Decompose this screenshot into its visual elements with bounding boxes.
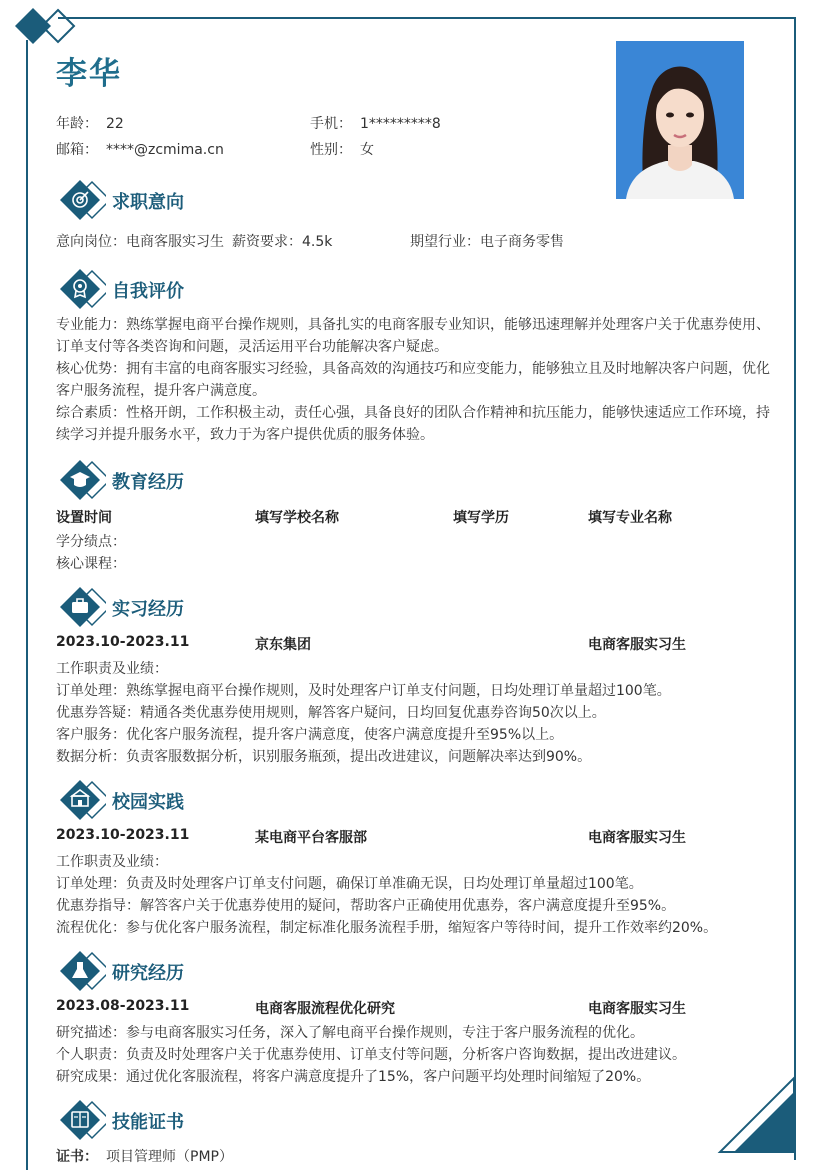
section-title: 技能证书 xyxy=(112,1112,184,1133)
internship-line: 数据分析：负责客服数据分析，识别服务瓶颈，提出改进建议，问题解决率达到90%。 xyxy=(56,749,592,765)
email-label: 邮箱： xyxy=(56,142,98,158)
self-eval-paragraph: 综合素质：性格开朗，工作积极主动，责任心强，具备良好的团队合作精神和抗压能力，能够快速适应工作环境，持续学习并提升服务水平，致力于为客户提供优质的服务体验。 xyxy=(56,405,770,443)
book-icon xyxy=(58,1098,106,1142)
objective-industry: 期望行业：电子商务零售 xyxy=(410,234,564,250)
candidate-name: 李华 xyxy=(56,56,122,92)
research-line: 研究描述：参与电商客服实习任务，深入了解电商平台操作规则，专注于客户服务流程的优化。 xyxy=(56,1025,644,1041)
campus-line: 优惠券指导：解答客户关于优惠券使用的疑问，帮助客户正确使用优惠券，客户满意度提升至95%。 xyxy=(56,898,676,914)
corner-diamond-decoration xyxy=(8,4,78,48)
section-campus-header xyxy=(58,778,358,822)
phone-label: 手机： xyxy=(310,116,352,132)
research-org: 电商客服流程优化研究 xyxy=(255,1001,395,1017)
frame-right-line xyxy=(794,17,796,1160)
education-gpa: 学分绩点： xyxy=(56,534,126,550)
education-major: 填写专业名称 xyxy=(588,510,672,526)
age-label: 年龄： xyxy=(56,116,98,132)
objective-position: 意向岗位：电商客服实习生 xyxy=(56,234,224,250)
section-objective-header xyxy=(58,178,358,222)
research-line: 研究成果：通过优化客服流程，将客户满意度提升了15%，客户问题平均处理时间缩短了20%。 xyxy=(56,1069,651,1085)
email-value: ****@zcmima.cn xyxy=(106,142,224,158)
cert-value: 项目管理师（PMP） xyxy=(106,1149,233,1165)
internship-org: 京东集团 xyxy=(255,637,311,653)
section-title: 校园实践 xyxy=(112,792,184,813)
corner-triangle-decoration xyxy=(716,1074,796,1154)
internship-time: 2023.10-2023.11 xyxy=(56,634,190,650)
frame-top-line xyxy=(58,17,796,19)
badge-icon xyxy=(58,267,106,311)
campus-line: 流程优化：参与优化客户服务流程，制定标准化服务流程手册，缩短客户等待时间，提升工作效率约20%。 xyxy=(56,920,718,936)
campus-line: 订单处理：负责及时处理客户订单支付问题，确保订单准确无误，日均处理订单量超过100笔。 xyxy=(56,876,643,892)
section-title: 研究经历 xyxy=(112,963,184,984)
gender-value: 女 xyxy=(360,142,374,158)
section-skills-header xyxy=(58,1098,358,1142)
internship-line: 优惠券答疑：精通各类优惠券使用规则，解答客户疑问，日均回复优惠券咨询50次以上。 xyxy=(56,705,606,721)
phone-info xyxy=(310,113,441,133)
education-degree: 填写学历 xyxy=(453,510,509,526)
email-info xyxy=(56,139,224,159)
education-school: 填写学校名称 xyxy=(255,510,339,526)
internship-role: 电商客服实习生 xyxy=(588,637,686,653)
campus-time: 2023.10-2023.11 xyxy=(56,827,190,843)
section-title: 自我评价 xyxy=(112,281,184,302)
briefcase-icon xyxy=(58,585,106,629)
target-icon xyxy=(58,178,106,222)
gender-label: 性别： xyxy=(310,142,352,158)
research-role: 电商客服实习生 xyxy=(588,1001,686,1017)
section-title: 求职意向 xyxy=(112,192,184,213)
section-education-header xyxy=(58,458,358,502)
section-title: 教育经历 xyxy=(112,472,184,493)
cert-label: 证书： xyxy=(56,1149,98,1165)
phone-value: 1*********8 xyxy=(360,116,441,132)
gender-info xyxy=(310,139,374,159)
internship-line: 客户服务：优化客户服务流程，提升客户满意度，使客户满意度提升至95%以上。 xyxy=(56,727,564,743)
profile-photo xyxy=(616,41,744,199)
self-eval-paragraph: 专业能力：熟练掌握电商平台操作规则，具备扎实的电商客服专业知识，能够迅速理解并处理客户关于优惠券使用、订单支付等各类咨询和问题，灵活运用平台功能解决客户疑虑。 xyxy=(56,317,770,355)
research-line: 个人职责：负责及时处理客户关于优惠券使用、订单支付等问题，分析客户咨询数据，提出改进建议。 xyxy=(56,1047,686,1063)
flask-icon xyxy=(58,949,106,993)
building-icon xyxy=(58,778,106,822)
frame-left-line xyxy=(26,40,28,1170)
research-time: 2023.08-2023.11 xyxy=(56,998,190,1014)
age-value: 22 xyxy=(106,116,124,132)
graduation-cap-icon xyxy=(58,458,106,502)
education-time: 设置时间 xyxy=(56,510,112,526)
objective-salary: 薪资要求：4.5k xyxy=(232,234,333,250)
internship-line: 工作职责及业绩： xyxy=(56,661,168,677)
section-self-eval-header xyxy=(58,267,358,311)
self-eval-paragraph: 核心优势：拥有丰富的电商客服实习经验，具备高效的沟通技巧和应变能力，能够独立且及时地解决客户问题，优化客户服务流程，提升客户满意度。 xyxy=(56,361,770,399)
section-title: 实习经历 xyxy=(112,599,184,620)
campus-role: 电商客服实习生 xyxy=(588,830,686,846)
age-info xyxy=(56,113,124,133)
skills-cert xyxy=(56,1146,233,1166)
internship-line: 订单处理：熟练掌握电商平台操作规则，及时处理客户订单支付问题，日均处理订单量超过100笔。 xyxy=(56,683,671,699)
campus-line: 工作职责及业绩： xyxy=(56,854,168,870)
section-internship-header xyxy=(58,585,358,629)
education-courses: 核心课程： xyxy=(56,556,126,572)
campus-org: 某电商平台客服部 xyxy=(255,830,367,846)
section-research-header xyxy=(58,949,358,993)
objective-position-salary xyxy=(56,231,332,251)
